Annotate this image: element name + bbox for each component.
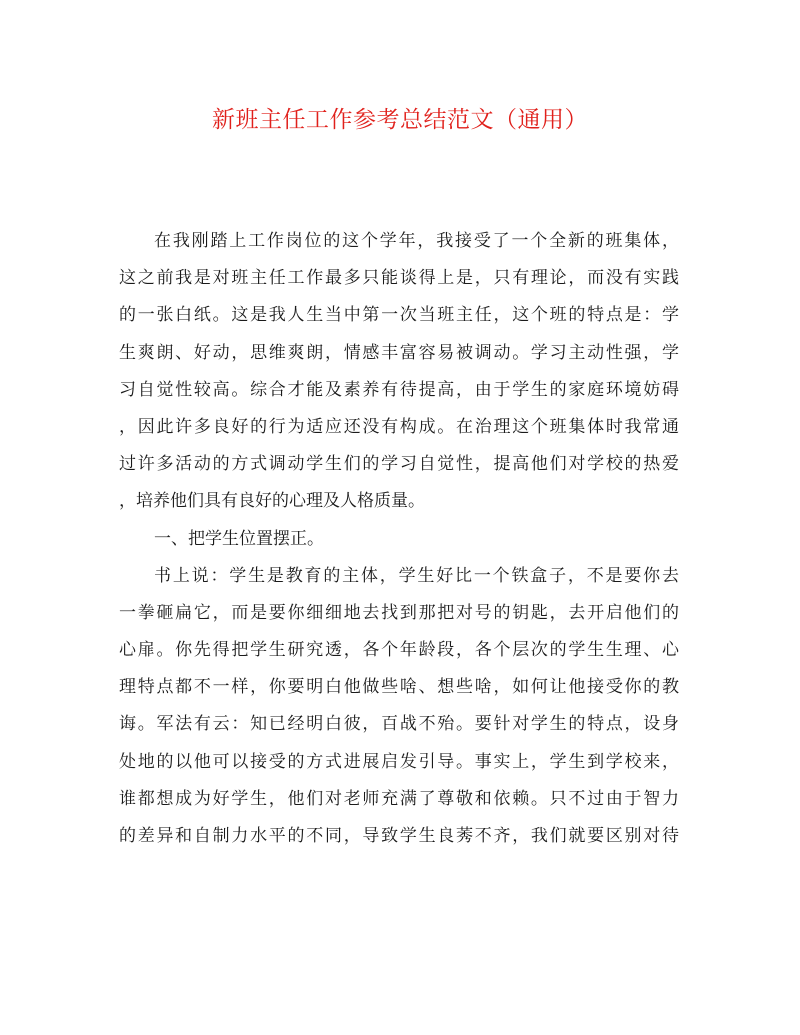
paragraph-line: 谁都想成为好学生，他们对老师充满了尊敬和依赖。只不过由于智力: [119, 788, 679, 809]
paragraph-line: 这之前我是对班主任工作最多只能谈得上是，只有理论，而没有实践: [119, 268, 679, 289]
document-body: [119, 223, 679, 855]
paragraph-line: 的一张白纸。这是我人生当中第一次当班主任，这个班的特点是：学: [119, 305, 679, 326]
paragraph-line: ，培养他们具有良好的心理及人格质量。: [119, 491, 425, 512]
paragraph-line: 理特点都不一样，你要明白他做些啥、想些啥，如何让他接受你的教: [119, 677, 679, 698]
paragraph-line: 一拳砸扁它，而是要你细细地去找到那把对号的钥匙，去开启他们的: [119, 602, 679, 623]
paragraph-line: 在我刚踏上工作岗位的这个学年，我接受了一个全新的班集体，: [154, 231, 679, 251]
paragraph-line: 过许多活动的方式调动学生们的学习自觉性，提高他们对学校的热爱: [119, 454, 679, 475]
paragraph-line: 书上说：学生是教育的主体，学生好比一个铁盒子，不是要你去: [154, 565, 679, 586]
section-heading: 一、把学生位置摆正。: [154, 528, 324, 549]
paragraph-line: 诲。军法有云：知已经明白彼，百战不殆。要针对学生的特点，设身: [119, 714, 679, 735]
document-title: 新班主任工作参考总结范文（通用）: [212, 107, 588, 133]
paragraph-line: 处地的以他可以接受的方式进展启发引导。事实上，学生到学校来，: [119, 751, 679, 772]
paragraph-line: ，因此许多良好的行为适应还没有构成。在治理这个班集体时我常通: [119, 416, 679, 437]
paragraph-line: 习自觉性较高。综合才能及素养有待提高，由于学生的家庭环境妨碍: [119, 379, 679, 400]
paragraph-line: 生爽朗、好动，思维爽朗，情感丰富容易被调动。学习主动性强，学: [119, 342, 679, 363]
paragraph-line: 心扉。你先得把学生研究透，各个年龄段，各个层次的学生生理、心: [119, 640, 679, 661]
paragraph-line: 的差异和自制力水平的不同，导致学生良莠不齐，我们就要区别对待: [119, 826, 679, 846]
